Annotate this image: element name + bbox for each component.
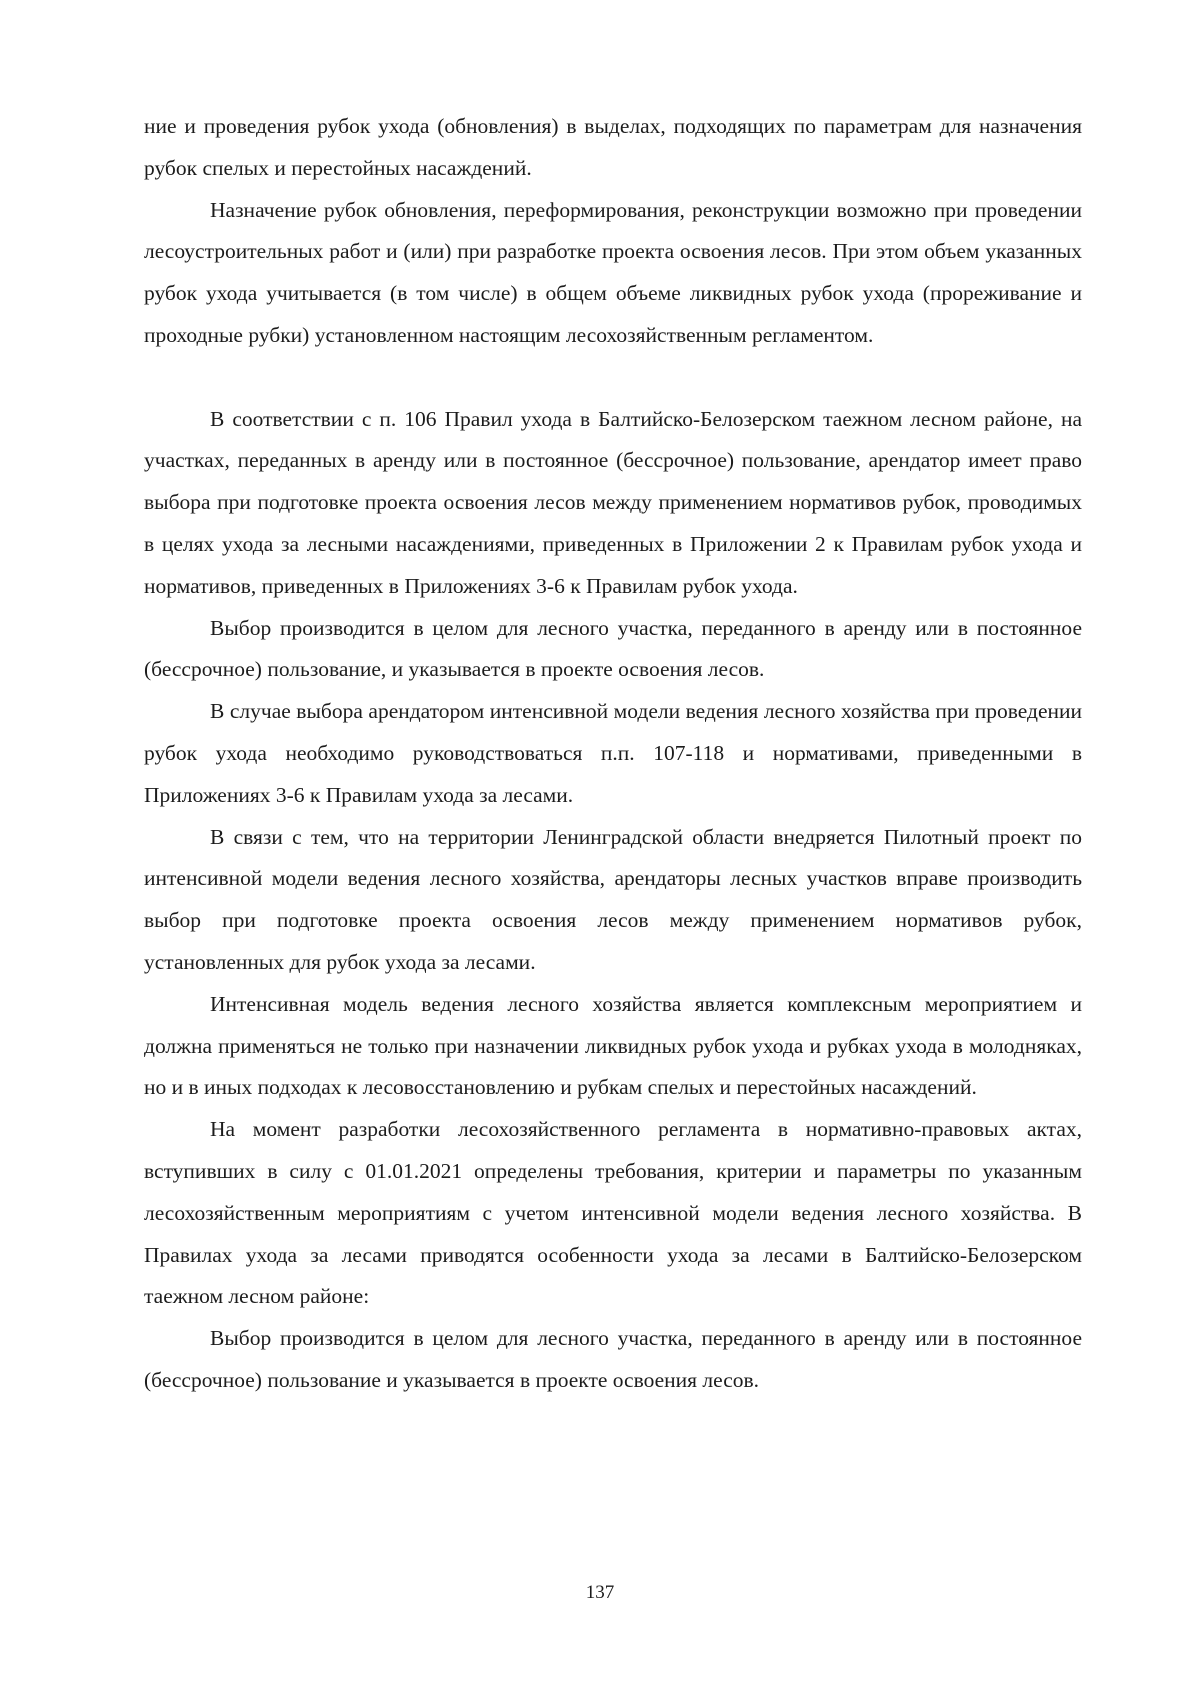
document-body xyxy=(144,106,1082,1402)
page-number: 137 xyxy=(585,1582,615,1603)
paragraph-gap xyxy=(144,357,1082,399)
paragraph-9: Выбор производится в целом для лесного участка, переданного в аренду или в постоянное (бессрочное) пользование и указывается в проекте освоения лесов. xyxy=(144,1326,1082,1392)
paragraph-7: Интенсивная модель ведения лесного хозяйства является комплексным мероприятием и должна применяться не только при назначении ликвидных рубок ухода и рубках ухода в молодняках, но и в иных подходах к лесовосстановлению и рубкам спелых и перестойных насаждений. xyxy=(144,991,1082,1100)
paragraph-6: В связи с тем, что на территории Ленинградской области внедряется Пилотный проект по интенсивной модели ведения лесного хозяйства, арендаторы лесных участков вправе производить выбор при подготовке проекта освоения лесов между применением нормативов рубок, установленных для рубок ухода за лесами. xyxy=(144,824,1082,974)
paragraph-3: В соответствии с п. 106 Правил ухода в Балтийско-Белозерском таежном лесном районе, на участках, переданных в аренду или в постоянное (бессрочное) пользование, арендатор имеет право выбора при подготовке проекта освоения лесов между применением нормативов рубок, проводимых в целях ухода за лесными насаждениями, приведенных в Приложении 2 к Правилам рубок ухода и нормативов, приведенных в Приложениях 3-6 к Правилам рубок ухода. xyxy=(144,406,1082,598)
paragraph-8: На момент разработки лесохозяйственного регламента в нормативно-правовых актах, вступивших в силу с 01.01.2021 определены требования, критерии и параметры по указанным лесохозяйственным мероприятиям с учетом интенсивной модели ведения лесного хозяйства. В Правилах ухода за лесами приводятся особенности ухода за лесами в Балтийско-Белозерском таежном лесном районе: xyxy=(144,1117,1082,1309)
paragraph-2: Назначение рубок обновления, переформирования, реконструкции возможно при проведении лесоустроительных работ и (или) при разработке проекта освоения лесов. При этом объем указанных рубок ухода учитывается (в том числе) в общем объеме ликвидных рубок ухода (прореживание и проходные рубки) установленном настоящим лесохозяйственным регламентом. xyxy=(144,197,1082,347)
paragraph-5: В случае выбора арендатором интенсивной модели ведения лесного хозяйства при проведении рубок ухода необходимо руководствоваться п.п. 107-118 и нормативами, приведенными в Приложениях 3-6 к Правилам ухода за лесами. xyxy=(144,699,1082,807)
paragraph-1: ние и проведения рубок ухода (обновления) в выделах, подходящих по параметрам для назначения рубок спелых и перестойных насаждений. xyxy=(144,114,1082,180)
paragraph-4: Выбор производится в целом для лесного участка, переданного в аренду или в постоянное (бессрочное) пользование, и указывается в проекте освоения лесов. xyxy=(144,615,1082,682)
